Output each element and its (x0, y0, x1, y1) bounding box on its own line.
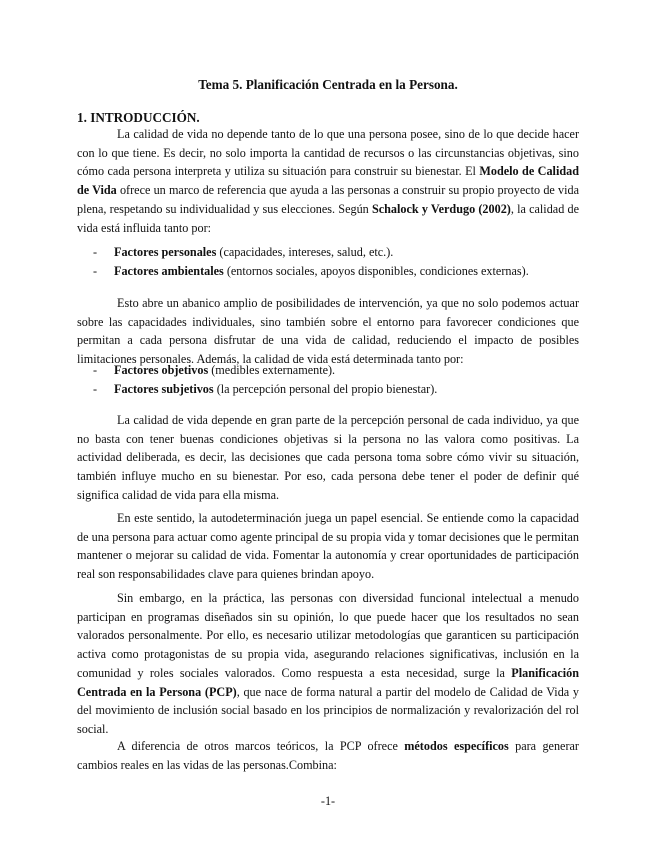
paragraph-text: Sin embargo, en la práctica, las personas con diversidad funcional intelectual a menudo participan en programas diseñados sin su opinión, lo que puede hacer que los resultados no sean valorados personalmente. Por ello, es necesario utilizar metodologías que garanticen su participación activa como protagonistas de su propia vida, asegurando relaciones significativas, inclusión en la comunidad y roles sociales valorados. Como respuesta a esta necesidad, surge la (77, 591, 579, 680)
paragraph-text: , que nace de forma natural a partir del modelo de Calidad de Vida y del movimiento de inclusión social basado en los principios de normalización y revalorización del rol social. (77, 684, 579, 736)
paragraph-text: A diferencia de otros marcos teóricos, la PCP ofrece (117, 739, 405, 753)
list-item (77, 361, 579, 380)
list-item (77, 262, 579, 281)
dash-bullet: - (93, 363, 98, 377)
paragraph-intro (77, 125, 579, 237)
page-number: -1- (320, 794, 336, 808)
list-item-term: Factores personales (114, 245, 217, 259)
list-item-text: (medibles externamente). (208, 363, 336, 377)
bold-term-schalock: Schalock y Verdugo (2002) (371, 201, 511, 216)
list-item-text: (entornos sociales, apoyos disponibles, condiciones externas). (223, 263, 529, 278)
section-heading: 1. INTRODUCCIÓN. (77, 110, 200, 125)
bold-term-modelo: Modelo de Calidad de Vida (77, 164, 579, 198)
paragraph-pcp-origin (77, 589, 579, 739)
list-item-term: Factores subjetivos (114, 381, 214, 396)
dash-bullet: - (93, 381, 98, 396)
factors-list-1 (77, 243, 579, 280)
dash-bullet: - (93, 245, 98, 259)
factors-list-2 (77, 361, 579, 398)
document-title: Tema 5. Planificación Centrada en la Persona. (198, 77, 458, 92)
list-item-term: Factores ambientales (114, 263, 224, 278)
dash-bullet: - (93, 263, 98, 278)
paragraph-methods (77, 737, 579, 774)
paragraph-self-determination: En este sentido, la autodeterminación juega un papel esencial. Se entiende como la capacidad de una persona para actuar como agente principal de su propia vida y tomar decisiones que le permitan mantener o mejorar su calidad de vida. Fomentar la autonomía y crear oportunidades de participación real son responsabilidades clave para quienes brindan apoyo. (77, 511, 579, 582)
paragraph-text: para generar cambios reales en las vidas de las personas.Combina: (77, 739, 579, 772)
list-item-term: Factores objetivos (114, 363, 209, 377)
list-item (77, 243, 579, 262)
bold-term-pcp: Planificación Centrada en la Persona (PCP) (77, 665, 579, 699)
paragraph-text: La calidad de vida no depende tanto de lo que una persona posee, sino de lo que decide hacer con lo que tiene. Es decir, no solo importa la cantidad de recursos o las circunstancias objetivas, sino cómo cada persona interpreta y utiliza su situación para construir su bienestar. El (77, 127, 579, 179)
bold-term-methods: métodos específicos (404, 739, 509, 753)
paragraph-text: , la calidad de vida está influida tanto por: (77, 201, 579, 235)
paragraph-intervention: Esto abre un abanico amplio de posibilidades de intervención, ya que no solo podemos actuar sobre las capacidades individuales, sino también sobre el entorno para favorecer condiciones que permitan a cada persona disfrutar de una vida de calidad, reduciendo el impacto de posibles limitaciones personales. Además, la calidad de vida está determinada tanto por: (77, 296, 579, 367)
paragraph-perception: La calidad de vida depende en gran parte de la percepción personal de cada individuo, ya que no basta con tener buenas condiciones objetivas si la persona no las valora como positivas. La actividad deliberada, es decir, las decisiones que cada persona toma sobre cómo vivir su situación, también influye mucho en su bienestar. Por eso, cada persona debe tener el poder de definir qué significa calidad de vida para ella misma. (77, 413, 579, 502)
list-item (77, 380, 579, 399)
paragraph-text: ofrece un marco de referencia que ayuda a las personas a construir su propio proyecto de vida plena, respetando su individualidad y sus elecciones. Según (77, 183, 579, 216)
list-item-text: (capacidades, intereses, salud, etc.). (216, 245, 394, 259)
list-item-text: (la percepción personal del propio bienestar). (213, 381, 438, 396)
